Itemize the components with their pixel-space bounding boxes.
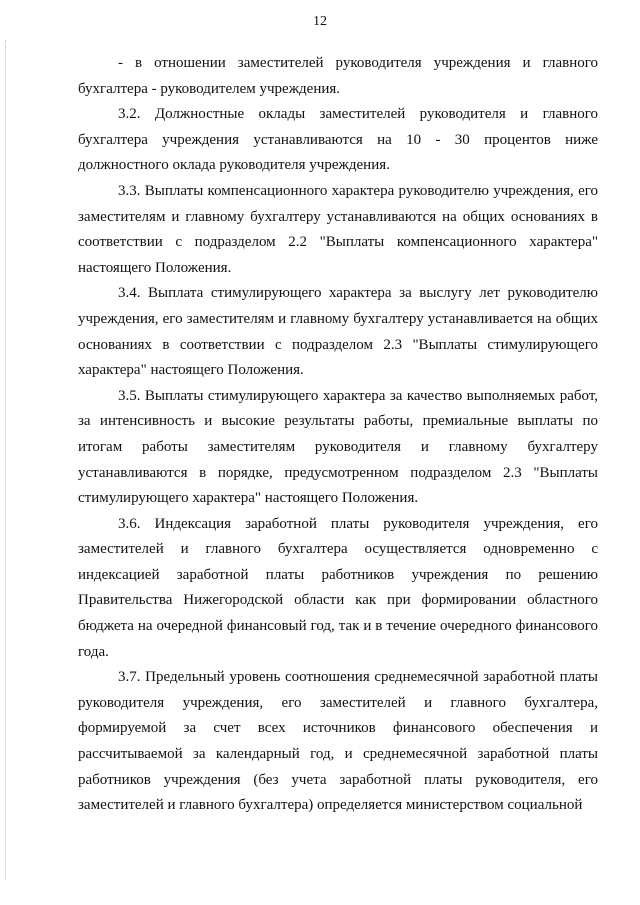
paragraph-3-2: 3.2. Должностные оклады заместителей руководителя и главного бухгалтера учреждения устанавливаются на 10 - 30 процентов ниже должностного оклада руководителя учреждения.: [78, 106, 598, 174]
paragraph-3-3: 3.3. Выплаты компенсационного характера руководителю учреждения, его заместителям и главному бухгалтеру устанавливаются на общих основаниях в соответствии с подразделом 2.2 "Выплаты компенсационного характера" настоящего Положения.: [78, 182, 598, 276]
paragraph-3-1-continuation: - в отношении заместителей руководителя учреждения и главного бухгалтера - руководителем учреждения.: [78, 55, 598, 97]
paragraph-3-4: 3.4. Выплата стимулирующего характера за выслугу лет руководителю учреждения, его заместителям и главному бухгалтеру устанавливается на общих основаниях в соответствии с подразделом 2.3 "Выплаты стимулирующего характера" настоящего Положения.: [78, 285, 598, 379]
paragraph-3-7: 3.7. Предельный уровень соотношения среднемесячной заработной платы руководителя учреждения, его заместителей и главного бухгалтера, формируемой за счет всех источников финансового обеспечения и рассчитываемой за календарный год, и среднемесячной заработной платы работников учреждения (без учета заработной платы руководителя, его заместителей и главного бухгалтера) определяется министерством социальной: [78, 669, 598, 814]
document-body: [78, 51, 598, 819]
paragraph-3-5: 3.5. Выплаты стимулирующего характера за качество выполняемых работ, за интенсивность и высокие результаты работы, премиальные выплаты по итогам работы заместителям руководителя и главному бухгалтеру устанавливаются в порядке, предусмотренном подразделом 2.3 "Выплаты стимулирующего характера" настоящего Положения.: [78, 387, 598, 507]
page-edge-rule: [5, 40, 6, 880]
page-number: 12: [313, 14, 327, 29]
paragraph-3-6: 3.6. Индексация заработной платы руководителя учреждения, его заместителей и главного бухгалтера осуществляется одновременно с индексацией заработной платы работников учреждения по решению Правительства Нижегородской области как при формировании областного бюджета на очередной финансовый год, так и в течение очередного финансового года.: [78, 515, 598, 660]
